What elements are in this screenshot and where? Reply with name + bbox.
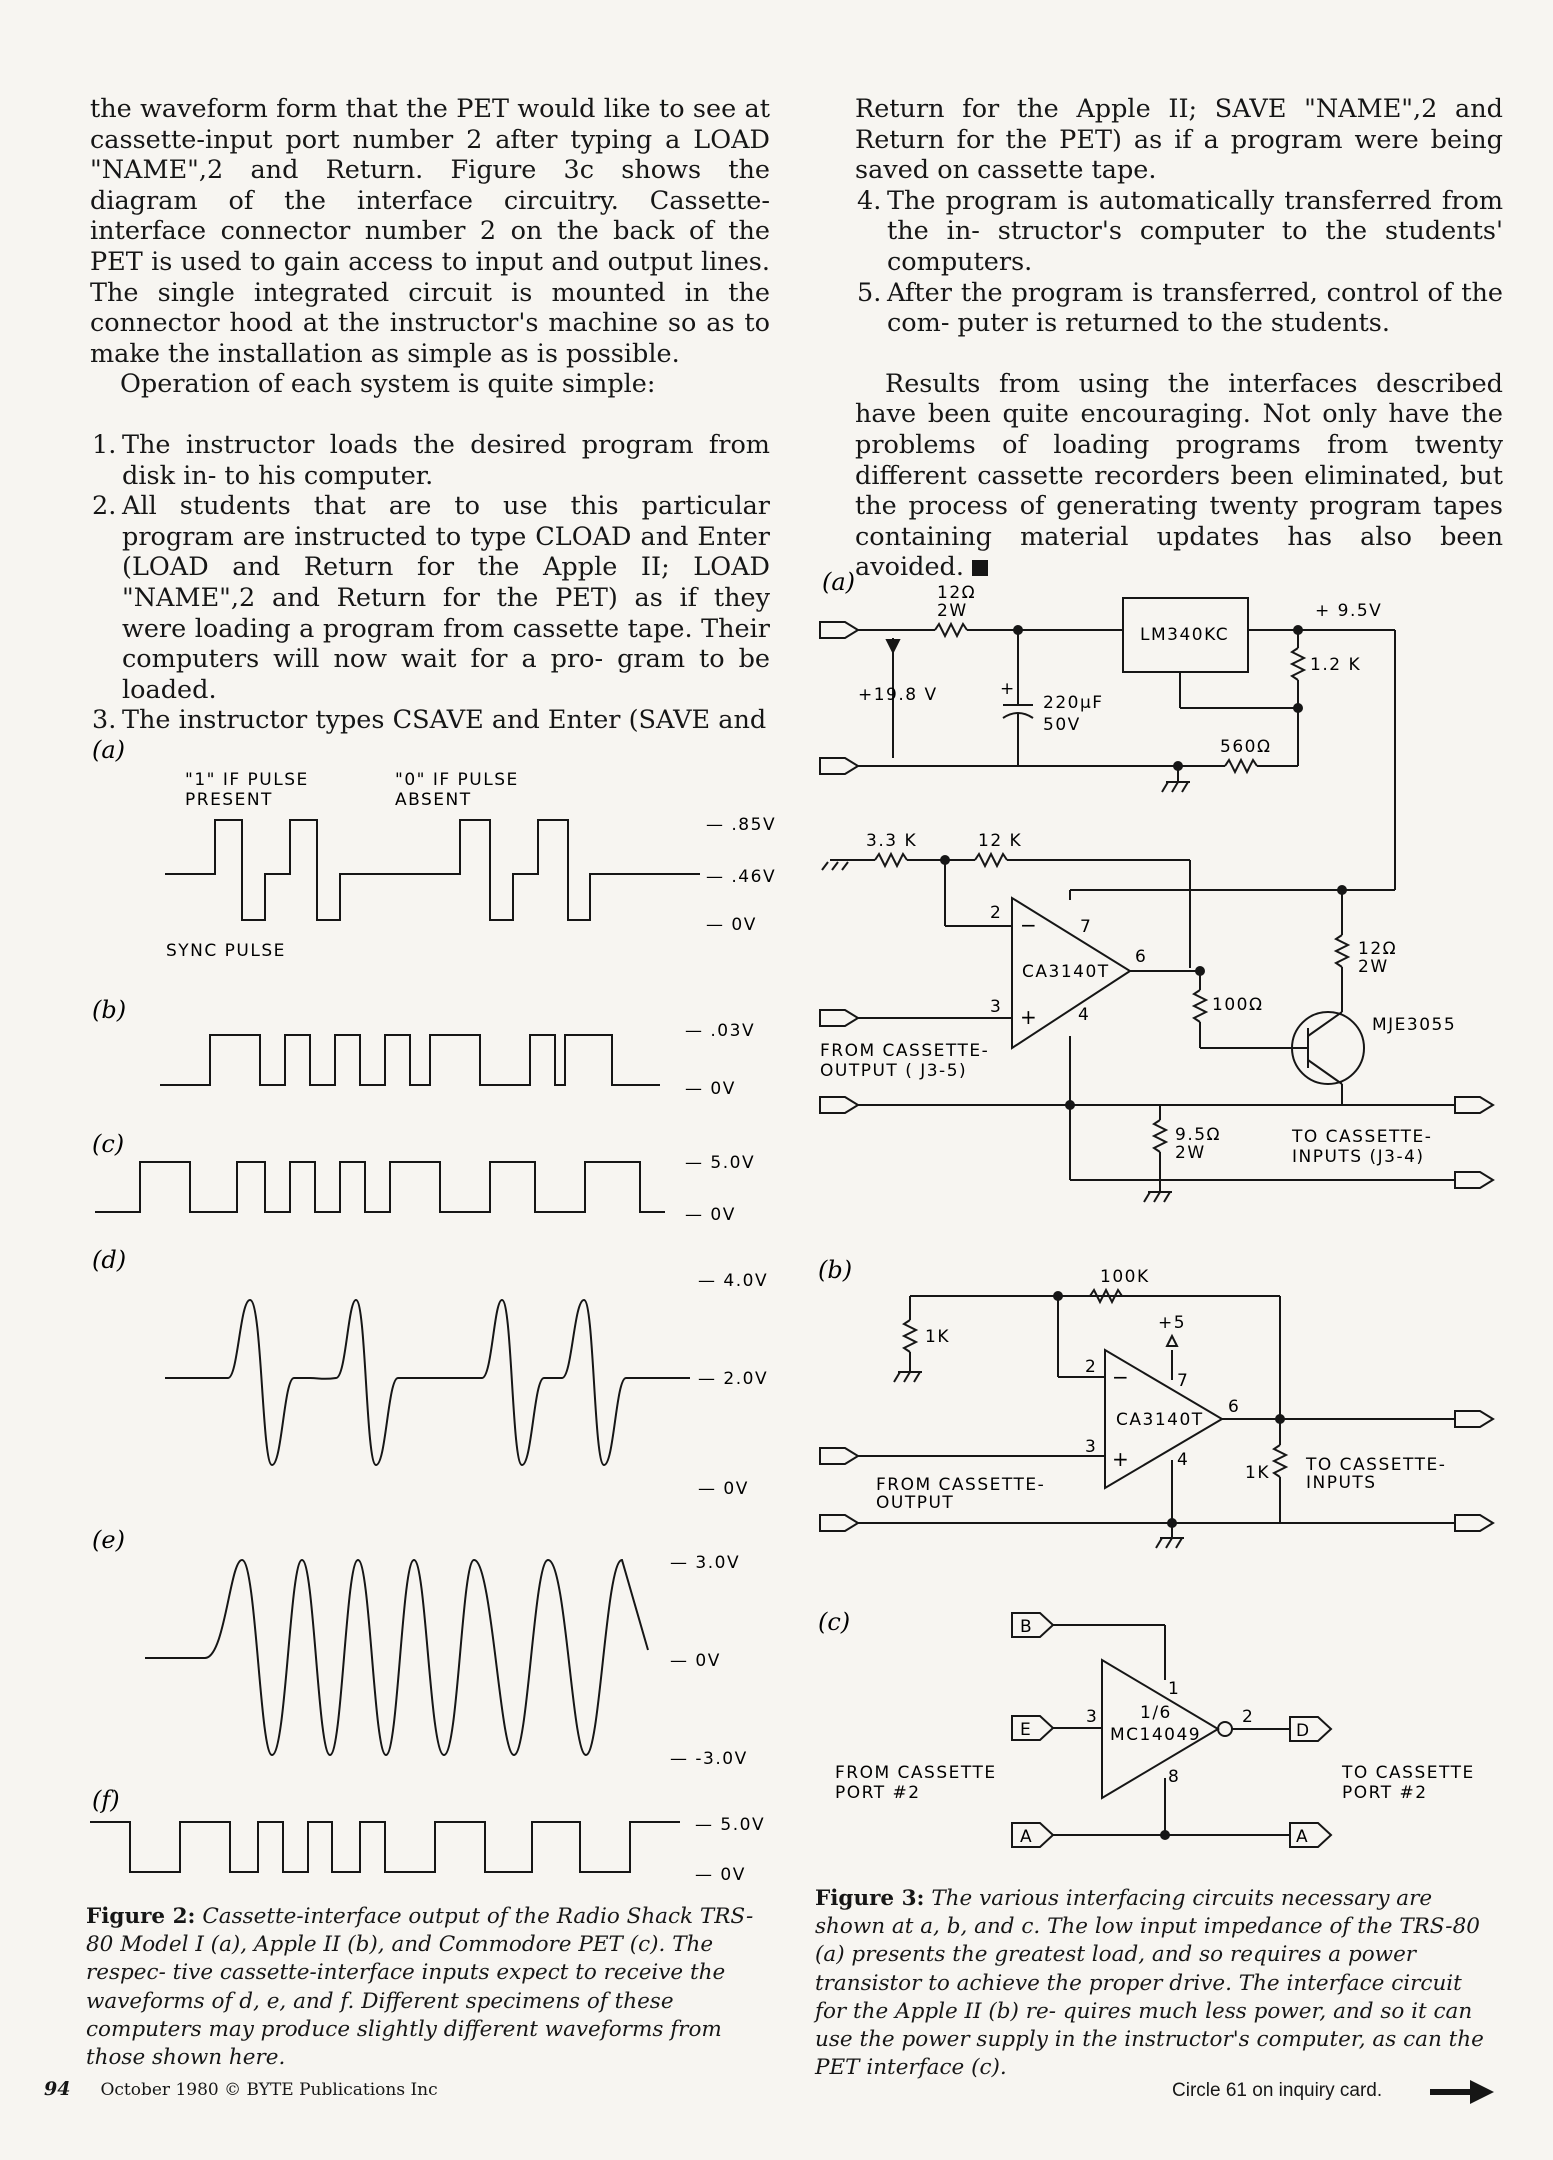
figure-3-caption: Figure 3: The various interfacing circuits necessary are shown at a, b, and c. The low input impedance of the TRS-80 (a) presents the greatest load, and so requires a power transistor to achieve the proper drive. The interface circuit for the Apple II (b) re- quires much less power, and so it can use the power supply in the instructor's computer, as can the PET interface (c). <box>815 1886 1484 2081</box>
level-label: — 0V <box>670 1651 721 1671</box>
paragraph: Results from using the interfaces described have been quite encouraging. Not only have the problems of loading programs from twenty different cassette recorders been eliminated, but the process of generating twenty program tapes containing material updates has also been avoided. <box>855 368 1503 583</box>
waveform-b <box>160 1035 660 1085</box>
panel-letter: (b) <box>818 1256 853 1284</box>
component-label: 2W <box>1175 1143 1206 1163</box>
level-label: — 5.0V <box>685 1153 756 1173</box>
component-label: 50V <box>1043 715 1081 735</box>
list-item: 1. The instructor loads the desired program from disk in- to his computer. <box>92 429 770 491</box>
operation-steps-continued <box>855 186 1503 339</box>
component-label: 2W <box>1358 957 1389 977</box>
component-label: 12 K <box>978 831 1023 851</box>
component-label: MJE3055 <box>1372 1015 1457 1035</box>
arrow-right-icon <box>1430 2080 1494 2104</box>
list-item: 5. After the program is transferred, control of the com- puter is returned to the students. <box>857 277 1503 339</box>
terminal-label: D <box>1296 1721 1311 1741</box>
svg-text:−: − <box>1020 913 1039 937</box>
ic-label: CA3140T <box>1022 962 1110 982</box>
pin-number: 2 <box>990 903 1003 923</box>
signal-label: FROM CASSETTE- <box>876 1475 1046 1495</box>
svg-text:+: + <box>1112 1447 1131 1471</box>
waveform-d <box>165 1300 690 1465</box>
panel-letter: (c) <box>92 1130 125 1158</box>
signal-label: FROM CASSETTE- <box>820 1041 990 1061</box>
pin-number: 6 <box>1135 947 1148 967</box>
list-item: 3. The instructor types CSAVE and Enter (SAVE and <box>92 705 767 736</box>
pin-number: 7 <box>1177 1371 1190 1391</box>
level-label: — 2.0V <box>698 1369 769 1389</box>
component-label: 3.3 K <box>866 831 918 851</box>
level-label: — 0V <box>698 1479 749 1499</box>
signal-label: PORT #2 <box>1342 1783 1428 1803</box>
level-label: — -3.0V <box>670 1749 748 1769</box>
polarity-label: + <box>1000 679 1016 699</box>
voltage-label: +19.8 V <box>858 685 938 705</box>
panel-letter: (a) <box>822 568 856 596</box>
wave-label: SYNC PULSE <box>166 941 286 961</box>
terminal-label: A <box>1020 1827 1034 1847</box>
wave-label: "1" IF PULSE <box>185 770 309 790</box>
pin-number: 3 <box>990 997 1003 1017</box>
level-label: — 3.0V <box>670 1553 741 1573</box>
component-label: LM340KC <box>1140 625 1230 645</box>
pin-number: 4 <box>1078 1005 1091 1025</box>
pin-number: 4 <box>1177 1450 1190 1470</box>
figure-2-caption: Figure 2: Cassette-interface output of the Radio Shack TRS-80 Model I (a), Apple II (b), and Commodore PET (c). The respec- tive cassette-interface inputs expect to receive the waveforms of d, e, and f. Different specimens of these computers may produce slightly different waveforms from those shown here. <box>86 1904 754 2071</box>
waveform-a <box>165 820 700 920</box>
signal-label: OUTPUT ( J3-5) <box>820 1061 968 1081</box>
pin-number: 3 <box>1085 1437 1098 1457</box>
signal-label: TO CASSETTE <box>1342 1763 1475 1783</box>
signal-label: TO CASSETTE- <box>1306 1455 1447 1475</box>
figure-3-circuits <box>800 540 1520 1880</box>
list-item: 2. All students that are to use this particular program are instructed to type CLOAD and Enter (LOAD and Return for the Apple II; LOAD "NAME",2 and Return for the PET) as if they were loading a program from cassette tape. Their computers will now wait for a pro- gram to be loaded. <box>92 491 770 705</box>
figure-2-waveforms <box>0 0 800 2030</box>
wave-label: "0" IF PULSE <box>395 770 519 790</box>
signal-label: FROM CASSETTE <box>835 1763 997 1783</box>
ic-label: MC14049 <box>1110 1725 1202 1745</box>
svg-text:+: + <box>1020 1005 1039 1029</box>
signal-label: INPUTS <box>1306 1473 1377 1493</box>
level-label: — 0V <box>685 1079 736 1099</box>
list-item: 4. The program is automatically transferred from the in- structor's computer to the students' computers. <box>857 185 1503 277</box>
pin-number: 8 <box>1168 1767 1181 1787</box>
component-label: 560Ω <box>1220 737 1272 757</box>
waveform-f <box>90 1822 680 1872</box>
component-label: 2W <box>937 601 968 621</box>
component-label: 1K <box>925 1327 950 1347</box>
level-label: — .85V <box>706 815 777 835</box>
level-label: — 4.0V <box>698 1271 769 1291</box>
publication-credit: October 1980 © BYTE Publications Inc <box>100 2080 438 2100</box>
component-label: 12Ω <box>937 583 977 603</box>
component-label: 1.2 K <box>1310 655 1362 675</box>
level-label: — 0V <box>685 1205 736 1225</box>
terminal-label: A <box>1296 1827 1310 1847</box>
signal-label: PORT #2 <box>835 1783 921 1803</box>
level-label: — 0V <box>695 1865 746 1885</box>
right-text-column <box>855 94 1503 583</box>
component-label: 220μF <box>1043 693 1104 713</box>
panel-letter: (b) <box>92 996 127 1024</box>
page-footer <box>44 2078 438 2100</box>
component-label: 1K <box>1245 1463 1270 1483</box>
ic-label: CA3140T <box>1116 1410 1204 1430</box>
inquiry-note: Circle 61 on inquiry card. <box>1172 2080 1383 2101</box>
ic-label: 1/6 <box>1140 1703 1172 1723</box>
panel-letter: (e) <box>92 1526 125 1554</box>
paragraph: Operation of each system is quite simple: <box>120 369 656 400</box>
paragraph: Return for the Apple II; SAVE "NAME",2 and Return for the PET) as if a program were being saved on cassette tape. <box>855 94 1503 186</box>
paragraph: the waveform form that the PET would like to see at cassette-input port number 2 after typing a LOAD "NAME",2 and Return. Figure 3c shows the diagram of the interface circuitry. Cassette-interface connector number 2 on the back of the PET is used to gain access to input and output lines. The single integrated circuit is mounted in the connector hood at the instructor's machine so as to make the installation as simple as is possible. <box>90 94 770 369</box>
voltage-label: + 9.5V <box>1315 601 1383 621</box>
component-label: 100K <box>1100 1267 1150 1287</box>
signal-label: OUTPUT <box>876 1493 955 1513</box>
wave-label: ABSENT <box>395 790 472 810</box>
level-label: — 5.0V <box>695 1815 766 1835</box>
component-label: 100Ω <box>1212 995 1264 1015</box>
waveform-e <box>145 1560 648 1755</box>
signal-label: INPUTS (J3-4) <box>1292 1147 1425 1167</box>
pin-number: 3 <box>1086 1707 1099 1727</box>
terminal-label: E <box>1020 1720 1033 1740</box>
component-label: 9.5Ω <box>1175 1125 1222 1145</box>
pin-number: 2 <box>1242 1707 1255 1727</box>
panel-letter: (c) <box>818 1608 851 1636</box>
pin-number: 1 <box>1168 1679 1181 1699</box>
panel-letter: (d) <box>92 1246 127 1274</box>
page-number: 94 <box>44 2078 71 2100</box>
terminal-label: B <box>1020 1617 1034 1637</box>
svg-text:−: − <box>1112 1365 1131 1389</box>
level-label: — .03V <box>685 1021 756 1041</box>
voltage-label: +5 <box>1158 1313 1187 1333</box>
signal-label: TO CASSETTE- <box>1292 1127 1433 1147</box>
waveform-c <box>95 1162 665 1212</box>
panel-letter: (a) <box>92 736 126 764</box>
component-label: 12Ω <box>1358 939 1398 959</box>
wave-label: PRESENT <box>185 790 273 810</box>
pin-number: 6 <box>1228 1397 1241 1417</box>
level-label: — 0V <box>706 915 757 935</box>
pin-number: 7 <box>1080 917 1093 937</box>
pin-number: 2 <box>1085 1357 1098 1377</box>
panel-letter: (f) <box>92 1786 120 1814</box>
level-label: — .46V <box>706 867 777 887</box>
